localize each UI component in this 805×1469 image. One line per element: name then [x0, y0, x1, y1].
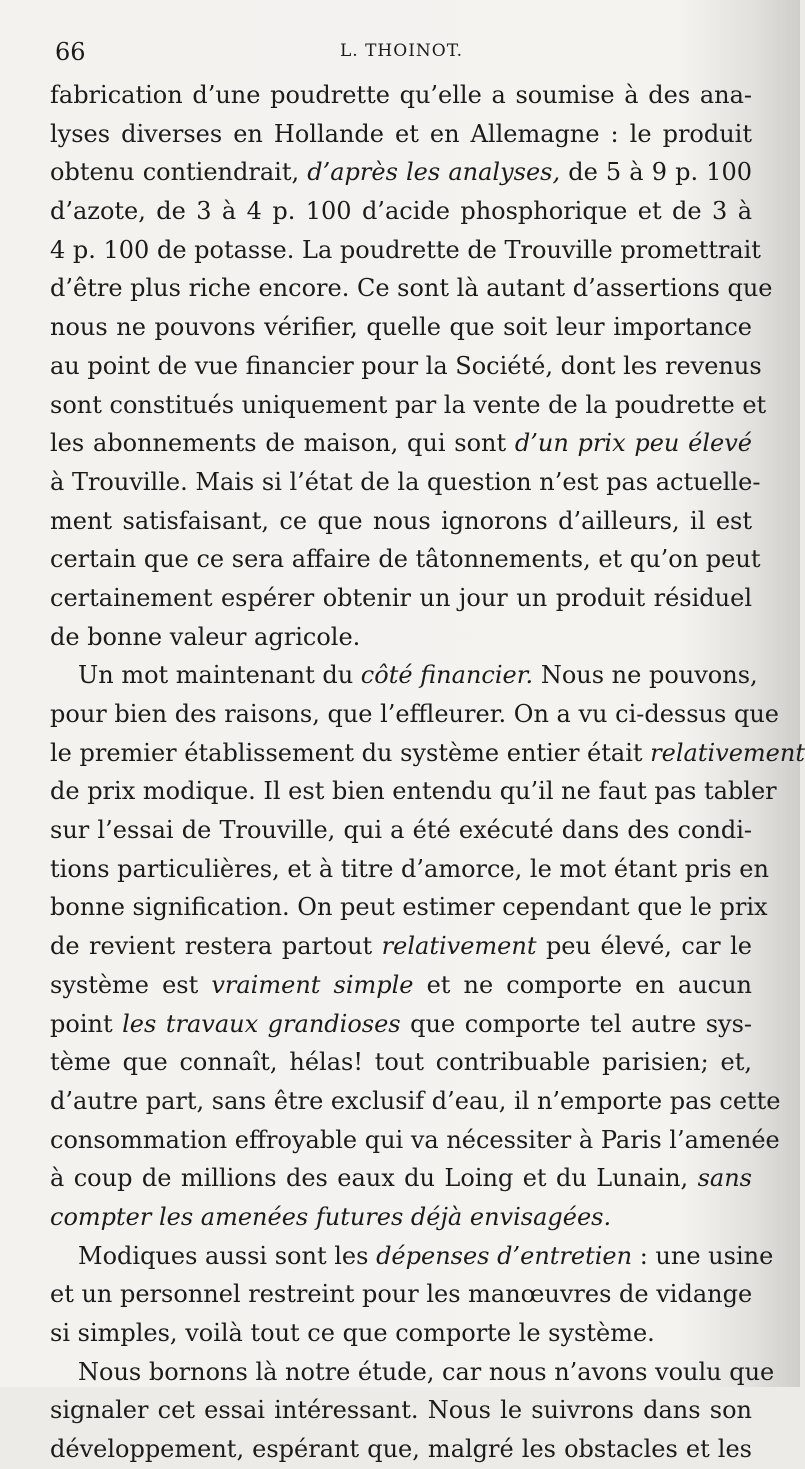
- text-line: [50, 153, 752, 192]
- text-run: système est: [50, 970, 212, 999]
- text-run: que comporte tel autre sys-: [400, 1009, 752, 1038]
- text-run: développement, espérant que, malgré les obstacles et les: [50, 1435, 752, 1464]
- text-line: [50, 656, 758, 695]
- text-run: lyses diverses en Hollande et en Allemagne : le produit: [50, 119, 752, 148]
- text-line: [50, 347, 762, 386]
- text-run: et ne comporte en aucun: [413, 970, 752, 999]
- text-line: [50, 269, 773, 308]
- italic-text: dépenses d’entretien: [376, 1241, 633, 1270]
- text-run: peu élevé, car le: [536, 932, 752, 961]
- text-line: [50, 1082, 781, 1121]
- text-line: [50, 966, 752, 1005]
- text-run: de 5 à 9 p. 100: [560, 158, 752, 187]
- text-run: Nous ne pouvons,: [533, 661, 758, 690]
- text-line: [50, 618, 752, 657]
- text-run: sont constitués uniquement par la vente de la poudrette et: [50, 390, 767, 419]
- text-run: certain que ce sera affaire de tâtonnements, et qu’on peut: [50, 545, 761, 574]
- text-run: Nous bornons là notre étude, car nous n’avons voulu que: [78, 1357, 775, 1386]
- text-run: à coup de millions des eaux du Loing et du Lunain,: [50, 1164, 698, 1193]
- text-line: [50, 463, 761, 502]
- text-run: : une usine: [632, 1241, 774, 1270]
- text-line: [50, 734, 805, 773]
- text-line: [50, 1237, 774, 1276]
- italic-text: relativement: [381, 932, 537, 961]
- text-line: [50, 231, 761, 270]
- text-run: d’azote, de 3 à 4 p. 100 d’acide phosphorique et de 3 à: [50, 197, 752, 226]
- text-run: ment satisfaisant, ce que nous ignorons d’ailleurs, il est: [50, 506, 752, 535]
- text-line: [50, 1121, 780, 1160]
- text-run: fabrication d’une poudrette qu’elle a soumise à des ana-: [50, 81, 752, 109]
- text-run: sur l’essai de Trouville, qui a été exécuté dans des condi-: [50, 816, 752, 845]
- text-run: point: [50, 1009, 123, 1038]
- paragraph: [50, 1353, 775, 1469]
- text-run: au point de vue financier pour la Société, dont les revenus: [50, 351, 762, 380]
- text-line: [50, 502, 752, 541]
- text-run: et un personnel restreint pour les manœuvres de vidange: [50, 1280, 753, 1309]
- text-line: [50, 540, 761, 579]
- text-run: de prix modique. Il est bien entendu qu’il ne faut pas tabler: [50, 777, 777, 806]
- text-run: le premier établissement du système entier était: [50, 738, 651, 767]
- text-run: d’autre part, sans être exclusif d’eau, il n’emporte pas cette: [50, 1086, 781, 1115]
- text-line: [50, 695, 779, 734]
- italic-text: côté financier.: [360, 661, 534, 690]
- text-line: [50, 811, 752, 850]
- text-line: [50, 1314, 752, 1353]
- paragraph: [50, 76, 773, 656]
- text-run: d’être plus riche encore. Ce sont là autant d’assertions que: [50, 274, 773, 303]
- text-line: [50, 1430, 752, 1469]
- page-header: [55, 38, 750, 72]
- text-run: obtenu contiendrait,: [50, 158, 308, 187]
- text-run: certainement espérer obtenir un jour un produit résiduel: [50, 583, 752, 612]
- page-number: 66: [55, 38, 86, 66]
- text-line: [50, 1275, 752, 1314]
- paragraph: [50, 656, 805, 1236]
- body-text: [50, 76, 805, 1469]
- running-head: L. THOINOT.: [340, 41, 463, 61]
- text-line: [50, 850, 769, 889]
- text-run: pour bien des raisons, que l’effleurer. On a vu ci-dessus que: [50, 700, 779, 728]
- text-line: [50, 1353, 775, 1392]
- text-line: [50, 888, 768, 927]
- text-run: Un mot maintenant du: [78, 661, 361, 690]
- text-run: de revient restera partout: [50, 932, 382, 961]
- italic-text: sans: [697, 1164, 752, 1193]
- text-run: les abonnements de maison, qui sont: [50, 429, 515, 458]
- text-line: [50, 424, 752, 463]
- text-line: [50, 579, 752, 618]
- italic-text: relativement: [650, 738, 805, 767]
- text-line: [50, 1043, 752, 1082]
- text-line: [50, 115, 752, 154]
- text-run: Modiques aussi sont les: [78, 1241, 377, 1270]
- text-run: à Trouville. Mais si l’état de la question n’est pas actuelle-: [50, 467, 761, 496]
- text-line: [50, 386, 767, 425]
- text-line: [50, 927, 752, 966]
- text-run: tions particulières, et à titre d’amorce, le mot étant pris en: [50, 854, 769, 883]
- text-line: [50, 192, 752, 231]
- text-run: signaler cet essai intéressant. Nous le suivrons dans son: [50, 1396, 752, 1425]
- italic-text: vraiment simple: [211, 970, 414, 999]
- text-run: si simples, voilà tout ce que comporte le système.: [50, 1319, 655, 1347]
- text-run: 4 p. 100 de potasse. La poudrette de Trouville promettrait: [50, 235, 761, 264]
- text-run: nous ne pouvons vérifier, quelle que soit leur importance: [50, 313, 752, 342]
- text-run: tème que connaît, hélas! tout contribuable parisien; et,: [50, 1048, 752, 1077]
- italic-text: d’après les analyses,: [307, 158, 561, 187]
- text-line: [50, 1391, 752, 1430]
- text-run: bonne signification. On peut estimer cependant que le prix: [50, 893, 768, 922]
- text-line: [50, 76, 752, 115]
- italic-text: les travaux grandioses: [122, 1009, 401, 1038]
- italic-text: compter les amenées futures déjà envisagées.: [50, 1202, 612, 1231]
- text-line: [50, 308, 752, 347]
- text-run: de bonne valeur agricole.: [50, 622, 361, 651]
- text-run: consommation effroyable qui va nécessiter à Paris l’amenée: [50, 1125, 780, 1154]
- text-line: [50, 1005, 752, 1044]
- paragraph: [50, 1237, 774, 1353]
- text-line: [50, 772, 777, 811]
- text-line: [50, 1159, 752, 1198]
- text-line: [50, 1198, 752, 1237]
- italic-text: d’un prix peu élevé: [514, 429, 752, 458]
